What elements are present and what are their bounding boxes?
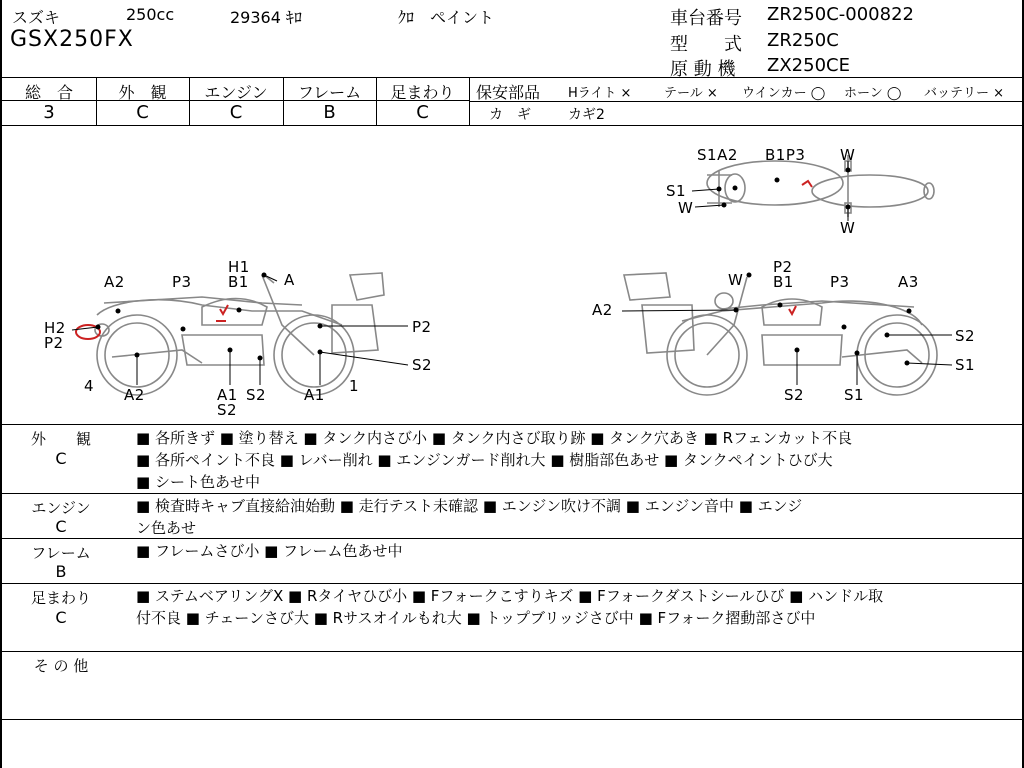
diagram-label: W: [840, 146, 856, 164]
divider: [2, 719, 1024, 720]
grade-value-exterior: C: [136, 102, 149, 123]
note-line: ン色あせ: [136, 519, 197, 537]
frame-no: ZR250C-000822: [767, 4, 914, 25]
diagram-label: S2: [784, 386, 805, 404]
safety-tail: テール ×: [664, 86, 718, 101]
diagram-label: S1: [666, 182, 687, 200]
grade-value-engine: C: [229, 102, 243, 123]
diagram-label: B1: [228, 273, 249, 291]
safety-battery: バッテリー ×: [924, 86, 1005, 101]
color-paint: ｸﾛ ペイント: [398, 8, 495, 27]
bike-left-view: [95, 273, 384, 395]
diagram-label: S1A2: [697, 146, 738, 164]
section-suspension-notes: [136, 585, 1016, 629]
diagram-label: A2: [592, 301, 613, 319]
section-suspension-title: 足まわり: [30, 589, 91, 607]
note-line: ■ フレームさび小 ■ フレーム色あせ中: [136, 542, 403, 560]
engine-label: 原 動 機: [670, 59, 736, 80]
divider: [2, 493, 1024, 494]
section-engine-grade: C: [55, 517, 67, 536]
diagram-label: S2: [217, 401, 238, 419]
section-engine-notes: [136, 495, 1016, 539]
diagram-label: A1: [304, 386, 325, 404]
diagram-label: B1: [773, 273, 794, 291]
section-frame-notes: [136, 540, 1016, 562]
diagram-label: A2: [124, 386, 145, 404]
displacement: 250cc: [126, 5, 175, 24]
safety-horn: ホーン ◯: [844, 86, 902, 101]
grade-value-frame: B: [323, 102, 336, 123]
diagram-label: A2: [104, 273, 125, 291]
note-line: ■ ステムベアリングX ■ Rタイヤひび小 ■ Fフォークこすりキズ ■ Fフォークダストシールひび ■ ハンドル取: [136, 587, 884, 605]
safety-label: 保安部品: [476, 83, 541, 102]
mileage: 29364 ｷﾛ: [230, 8, 302, 27]
note-line: ■ シート色あせ中: [136, 473, 260, 491]
key-label: カ ギ: [489, 107, 531, 123]
safety-winker: ウインカー ◯: [742, 86, 826, 101]
divider: [2, 77, 1024, 78]
engine-value: ZX250CE: [767, 55, 850, 76]
divider: [469, 77, 470, 125]
section-other-title: そ の 他: [33, 657, 89, 675]
diagram-label: S1: [844, 386, 865, 404]
divider: [2, 651, 1024, 652]
key-value: カギ2: [568, 107, 605, 123]
section-engine-title: エンジン: [31, 499, 91, 517]
diagram-label: A: [284, 271, 295, 289]
damage-mark: [789, 306, 796, 314]
grade-header-suspension: 足まわり: [390, 83, 455, 102]
diagram-label: P2: [773, 258, 793, 276]
diagram-label: S2: [412, 356, 433, 374]
section-frame-grade: B: [55, 562, 67, 581]
bike-diagrams: [2, 125, 1024, 425]
divider: [469, 101, 1024, 102]
maker: スズキ: [12, 8, 61, 27]
diagram-label: S2: [955, 327, 976, 345]
bike-right-view: [624, 273, 937, 395]
divider: [2, 538, 1024, 539]
note-line: ■ 各所ペイント不良 ■ レバー削れ ■ エンジンガード削れ大 ■ 樹脂部色あせ ■ タンクペイントひび大: [136, 451, 833, 469]
model-name: GSX250FX: [10, 27, 134, 52]
divider: [2, 583, 1024, 584]
type-value: ZR250C: [767, 30, 839, 51]
diagram-label: W: [728, 271, 744, 289]
section-frame-title: フレーム: [31, 544, 91, 562]
diagram-label: H2: [44, 319, 66, 337]
diagram-label: 1: [349, 377, 360, 395]
bike-top-view: [707, 155, 934, 217]
section-exterior-grade: C: [55, 449, 67, 468]
note-line: ■ 各所きず ■ 塗り替え ■ タンク内さび小 ■ タンク内さび取り跡 ■ タンク穴あき ■ Rフェンカット不良: [136, 429, 853, 447]
diagram-label: W: [678, 199, 694, 217]
diagram-label: A1: [217, 386, 238, 404]
diagram-label: P3: [172, 273, 192, 291]
note-line: ■ 検査時キャブ直接給油始動 ■ 走行テスト未確認 ■ エンジン吹け不調 ■ エンジン音中 ■ エンジ: [136, 497, 803, 515]
section-suspension-grade: C: [55, 608, 67, 627]
diagram-label: 4: [84, 377, 95, 395]
diagram-label: H1: [228, 258, 250, 276]
grade-value-suspension: C: [416, 102, 429, 123]
section-exterior-title: 外 観: [30, 430, 91, 448]
diagram-label: W: [840, 219, 856, 237]
safety-headlight: Hライト ×: [568, 86, 632, 101]
damage-mark: [220, 305, 228, 314]
grade-header-frame: フレーム: [297, 83, 362, 102]
frame-no-label: 車台番号: [670, 8, 742, 29]
grade-value-total: 3: [43, 102, 55, 123]
note-line: 付不良 ■ チェーンさび大 ■ Rサスオイルもれ大 ■ トップブリッジさび中 ■ Fフォーク摺動部さび中: [136, 609, 816, 627]
diagram-label: P3: [830, 273, 850, 291]
diagram-label: A3: [898, 273, 919, 291]
grade-header-exterior: 外 観: [118, 83, 167, 102]
grade-header-total: 総 合: [24, 83, 73, 102]
diagram-label: P2: [44, 334, 64, 352]
diagram-label: S1: [955, 356, 976, 374]
diagram-label: B1P3: [765, 146, 806, 164]
grade-header-engine: エンジン: [204, 83, 268, 102]
diagram-label: P2: [412, 318, 432, 336]
type-label: 型 式: [670, 34, 742, 55]
damage-mark: [802, 181, 812, 187]
section-exterior-notes: [136, 427, 1016, 493]
diagram-label: S2: [246, 386, 267, 404]
